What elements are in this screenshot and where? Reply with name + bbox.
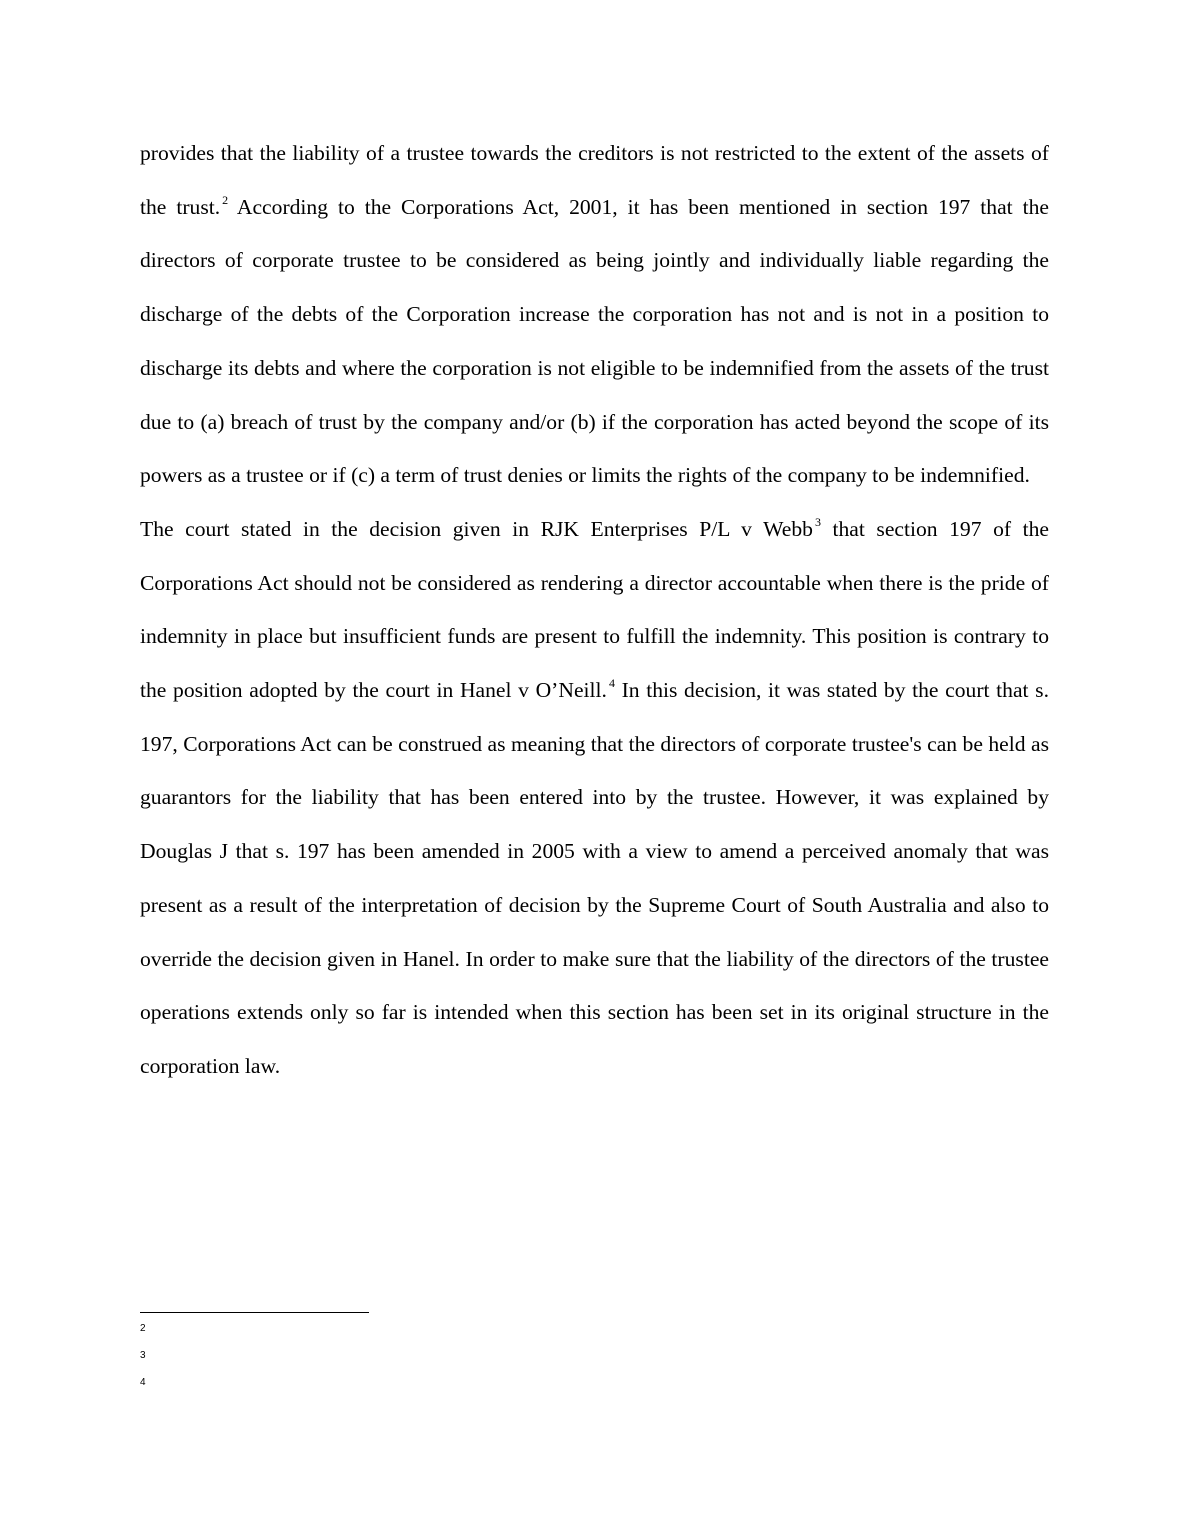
footnote-ref-4[interactable]: 4: [608, 675, 615, 690]
paragraph-1-text-b: According to the Corporations Act, 2001, it has been mentioned in section 197 that the directors of corporate trustee to be considered as being jointly and individually liable regarding the discharge of the debts of the Corporation increase the corporation has not and is not in a position to discharge its debts and where the corporation is not eligible to be indemnified from the assets of the trust due to (a) breach of trust by the company and/or (b) if the corporation has acted beyond the scope of its powers as a trustee or if (c) a term of trust denies or limits the rights of the company to be indemnified.: [140, 194, 1049, 488]
footnote-ref-3[interactable]: 3: [814, 514, 821, 529]
footnote-separator: [140, 1312, 369, 1313]
footnote-number: 4: [140, 1377, 146, 1388]
footnotes-section: [140, 1322, 540, 1403]
paragraph-2: [140, 503, 1049, 1094]
footnote-2: [140, 1322, 540, 1349]
footnote-ref-2[interactable]: 2: [222, 192, 229, 207]
footnote-4: [140, 1376, 540, 1403]
paragraph-2-text-c: In this decision, it was stated by the court that s. 197, Corporations Act can be construed as meaning that the directors of corporate trustee's can be held as guarantors for the liability that has been entered into by the trustee. However, it was explained by Douglas J that s. 197 has been amended in 2005 with a view to amend a perceived anomaly that was present as a result of the interpretation of decision by the Supreme Court of South Australia and also to override the decision given in Hanel. In order to make sure that the liability of the directors of the trustee operations extends only so far is intended when this section has been set in its original structure in the corporation law.: [140, 678, 1049, 1078]
footnote-3: [140, 1349, 540, 1376]
paragraph-1-text-a: provides that the liability of a trustee towards the creditors is not restricted to the extent of the assets of the trust.: [140, 141, 1049, 219]
footnote-number: 2: [140, 1323, 146, 1334]
paragraph-2-text-a: The court stated in the decision given in RJK Enterprises P/L v Webb: [140, 516, 813, 541]
document-body: [140, 127, 1049, 1094]
footnote-number: 3: [140, 1350, 146, 1361]
paragraph-2-text-b: that section 197 of the Corporations Act should not be considered as rendering a director accountable when there is the pride of indemnity in place but insufficient funds are present to fulfill the indemnity. This position is contrary to the position adopted by the court in Hanel v O’Neill.: [140, 516, 1049, 703]
paragraph-1: [140, 127, 1049, 503]
